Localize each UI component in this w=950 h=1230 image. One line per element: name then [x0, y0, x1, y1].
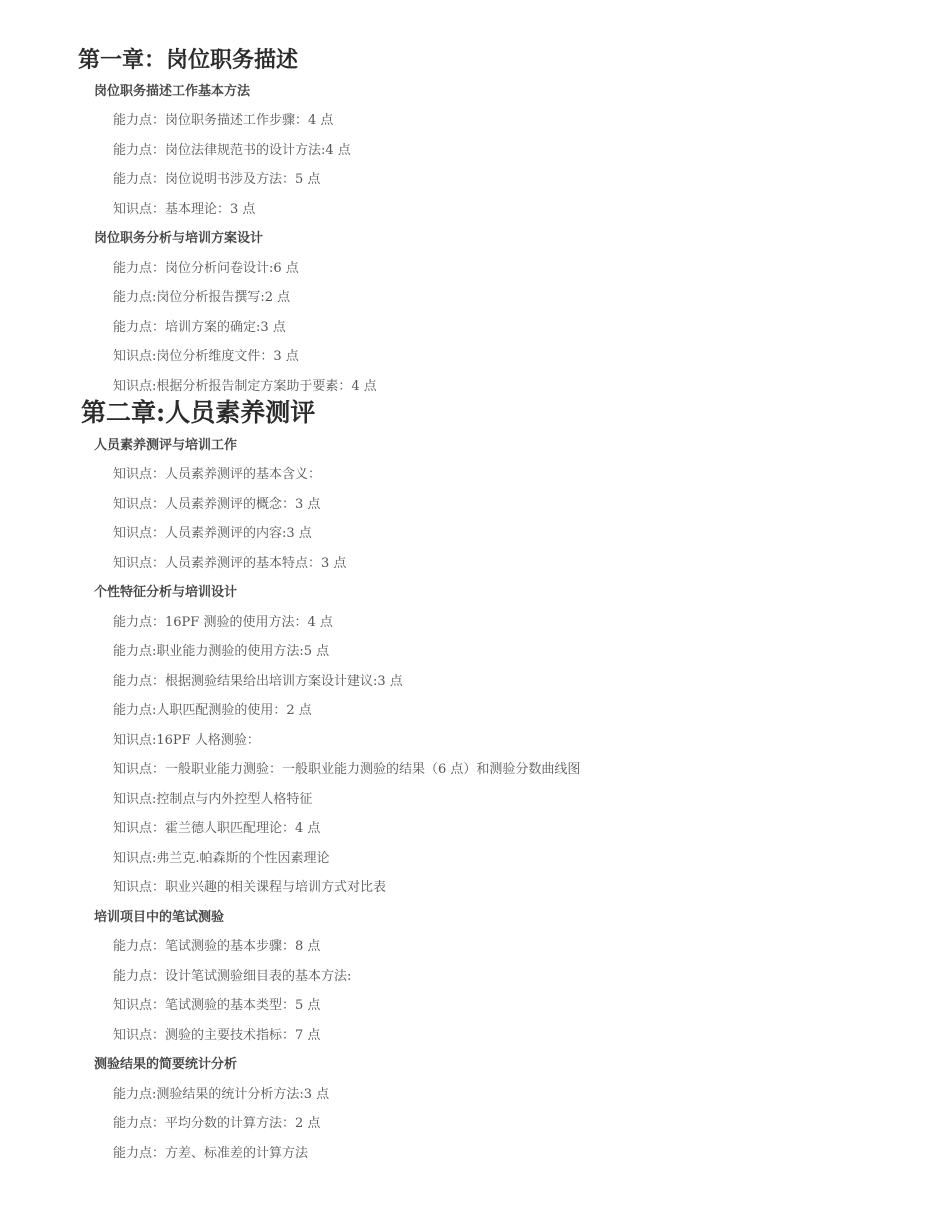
list-item: 能力点：根据测验结果给出培训方案设计建议:3 点: [113, 674, 403, 689]
list-item: 知识点:16PF 人格测验：: [113, 733, 260, 748]
list-item: 知识点:弗兰克.帕森斯的个性因素理论: [113, 851, 330, 866]
list-item: 知识点:岗位分析维度文件：3 点: [113, 349, 299, 364]
list-item: 能力点：岗位说明书涉及方法：5 点: [113, 172, 321, 187]
list-item: 能力点：16PF 测验的使用方法：4 点: [113, 615, 333, 630]
list-item: 能力点:岗位分析报告撰写:2 点: [113, 290, 291, 305]
list-item: 知识点：职业兴趣的相关课程与培训方式对比表: [113, 880, 387, 895]
list-item: 知识点：人员素养测评的概念：3 点: [113, 497, 321, 512]
list-item: 能力点：岗位法律规范书的设计方法:4 点: [113, 143, 351, 158]
list-item: 能力点：平均分数的计算方法：2 点: [113, 1116, 321, 1131]
list-item: 知识点：霍兰德人职匹配理论：4 点: [113, 821, 321, 836]
chapter-2-title: 第二章:人员素养测评: [81, 398, 316, 427]
section-title: 岗位职务分析与培训方案设计: [94, 231, 264, 246]
section-title: 个性特征分析与培训设计: [94, 585, 238, 600]
list-item: 知识点：一般职业能力测验：一般职业能力测验的结果（6 点）和测验分数曲线图: [113, 762, 581, 777]
list-item: 能力点：方差、标准差的计算方法: [113, 1146, 309, 1161]
list-item: 知识点：人员素养测评的基本含义：: [113, 467, 322, 482]
list-item: 知识点：笔试测验的基本类型：5 点: [113, 998, 321, 1013]
section-title: 测验结果的简要统计分析: [94, 1057, 238, 1072]
list-item: 知识点：人员素养测评的内容:3 点: [113, 526, 312, 541]
list-item: 能力点:职业能力测验的使用方法:5 点: [113, 644, 330, 659]
list-item: 知识点：基本理论：3 点: [113, 202, 256, 217]
list-item: 能力点：岗位职务描述工作步骤：4 点: [113, 113, 334, 128]
list-item: 能力点:测验结果的统计分析方法:3 点: [113, 1087, 330, 1102]
list-item: 能力点：设计笔试测验细目表的基本方法:: [113, 969, 352, 984]
list-item: 知识点：测验的主要技术指标：7 点: [113, 1028, 321, 1043]
list-item: 知识点:根据分析报告制定方案助于要素：4 点: [113, 379, 377, 394]
section-title: 岗位职务描述工作基本方法: [94, 84, 251, 99]
list-item: 能力点：岗位分析问卷设计:6 点: [113, 261, 299, 276]
list-item: 能力点：培训方案的确定:3 点: [113, 320, 286, 335]
section-title: 培训项目中的笔试测验: [94, 910, 225, 925]
list-item: 知识点:控制点与内外控型人格特征: [113, 792, 313, 807]
list-item: 能力点:人职匹配测验的使用：2 点: [113, 703, 312, 718]
list-item: 能力点：笔试测验的基本步骤：8 点: [113, 939, 321, 954]
list-item: 知识点：人员素养测评的基本特点：3 点: [113, 556, 347, 571]
section-title: 人员素养测评与培训工作: [94, 438, 238, 453]
chapter-1-title: 第一章：岗位职务描述: [78, 47, 299, 73]
